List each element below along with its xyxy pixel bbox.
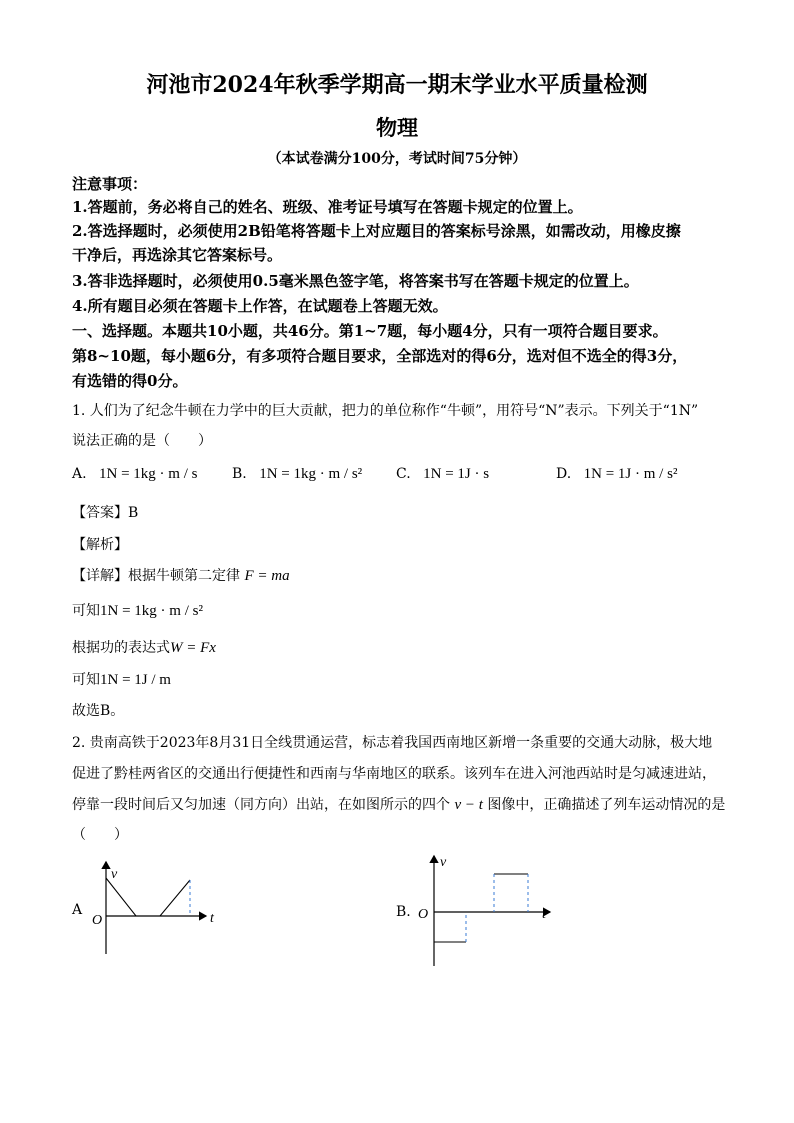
origin-label: O (418, 907, 429, 922)
answer-tag: 【答案】 (72, 505, 128, 521)
analysis-tag: 【解析】 (72, 537, 128, 553)
option-a (72, 466, 197, 483)
question-stem: 说法正确的是（ ） (72, 433, 212, 449)
option-formula: 1N = 1kg · m / s² (259, 466, 363, 482)
detail-formula: F = ma (244, 568, 290, 584)
detail-line (72, 600, 203, 620)
vt-label: v − t (454, 797, 483, 813)
origin-label: O (92, 913, 103, 928)
option-label: D. (556, 466, 572, 482)
graph-a-vt-diagram (84, 850, 244, 960)
graph-a-option-label: A (72, 902, 83, 918)
answer-value: B (128, 505, 139, 521)
stem-text: 图像中，正确描述了列车运动情况的是 (487, 797, 726, 813)
note-item: 3.答非选择题时，必须使用0.5毫米黑色签字笔，将答案书写在答题卡规定的位置上。 (72, 272, 639, 290)
detail-line (72, 637, 216, 657)
detail-text: 可知 (72, 603, 100, 619)
option-label: A. (72, 466, 87, 482)
section-instructions: 一、选择题。本题共10小题，共46分。第1~7题，每小题4分，只有一项符合题目要求。 (72, 322, 668, 340)
notes-heading: 注意事项： (72, 175, 148, 193)
detail-line (72, 565, 290, 585)
detail-formula: 1N = 1kg · m / s² (100, 603, 203, 619)
option-formula: 1N = 1kg · m / s (99, 466, 198, 482)
question-stem: 促进了黔桂两省区的交通出行便捷性和西南与华南地区的联系。该列车在进入河池西站时是匀减速进站， (72, 766, 716, 782)
detail-line (72, 669, 171, 689)
note-item: 干净后，再选涂其它答案标号。 (72, 246, 283, 264)
question-stem (72, 794, 725, 814)
stem-text: 停靠一段时间后又匀加速（同方向）出站，在如图所示的四个 (72, 797, 450, 813)
graph-b-option-label: B. (396, 904, 411, 920)
detail-formula: W = Fx (170, 640, 216, 656)
v-axis-label: v (440, 855, 447, 870)
option-c (396, 466, 489, 483)
option-formula: 1N = 1J · s (423, 466, 490, 482)
detail-text: 根据功的表达式 (72, 640, 170, 656)
page-title: 河池市2024年秋季学期高一期末学业水平质量检测 (146, 72, 648, 98)
question-stem: （ ） (72, 827, 128, 843)
answer-line (72, 502, 138, 522)
detail-text: 根据牛顿第二定律 (128, 568, 240, 584)
t-axis-label: t (542, 907, 546, 922)
detail-text: 可知 (72, 672, 100, 688)
note-item: 4.所有题目必须在答题卡上作答，在试题卷上答题无效。 (72, 297, 448, 315)
exam-meta: （本试卷满分100分，考试时间75分钟） (267, 151, 527, 167)
option-label: C. (396, 466, 411, 482)
question-stem: 2. 贵南高铁于2023年8月31日全线贯通运营，标志着我国西南地区新增一条重要的交通大动脉，极大地 (72, 735, 713, 751)
option-b (232, 466, 362, 483)
detail-formula: 1N = 1J / m (100, 672, 171, 688)
question-stem: 1. 人们为了纪念牛顿在力学中的巨大贡献，把力的单位称作“牛顿”，用符号“N”表示。下列关于“1N” (72, 403, 699, 419)
detail-line: 故选B。 (72, 703, 125, 719)
vt-curve (106, 878, 190, 916)
subject-title: 物理 (376, 115, 418, 140)
t-axis-label: t (210, 911, 214, 926)
section-instructions: 有选错的得0分。 (72, 372, 188, 390)
note-item: 1.答题前，务必将自己的姓名、班级、准考证号填写在答题卡规定的位置上。 (72, 198, 583, 216)
detail-tag: 【详解】 (72, 568, 128, 584)
option-label: B. (232, 466, 247, 482)
graph-b-vt-diagram (412, 850, 562, 970)
section-instructions: 第8~10题，每小题6分，有多项符合题目要求，全部选对的得6分，选对但不选全的得3分， (72, 347, 688, 365)
option-formula: 1N = 1J · m / s² (583, 466, 678, 482)
option-d (556, 466, 677, 483)
v-axis-label: v (111, 867, 118, 882)
note-item: 2.答选择题时，必须使用2B铅笔将答题卡上对应题目的答案标号涂黑，如需改动，用橡皮擦 (72, 222, 681, 240)
